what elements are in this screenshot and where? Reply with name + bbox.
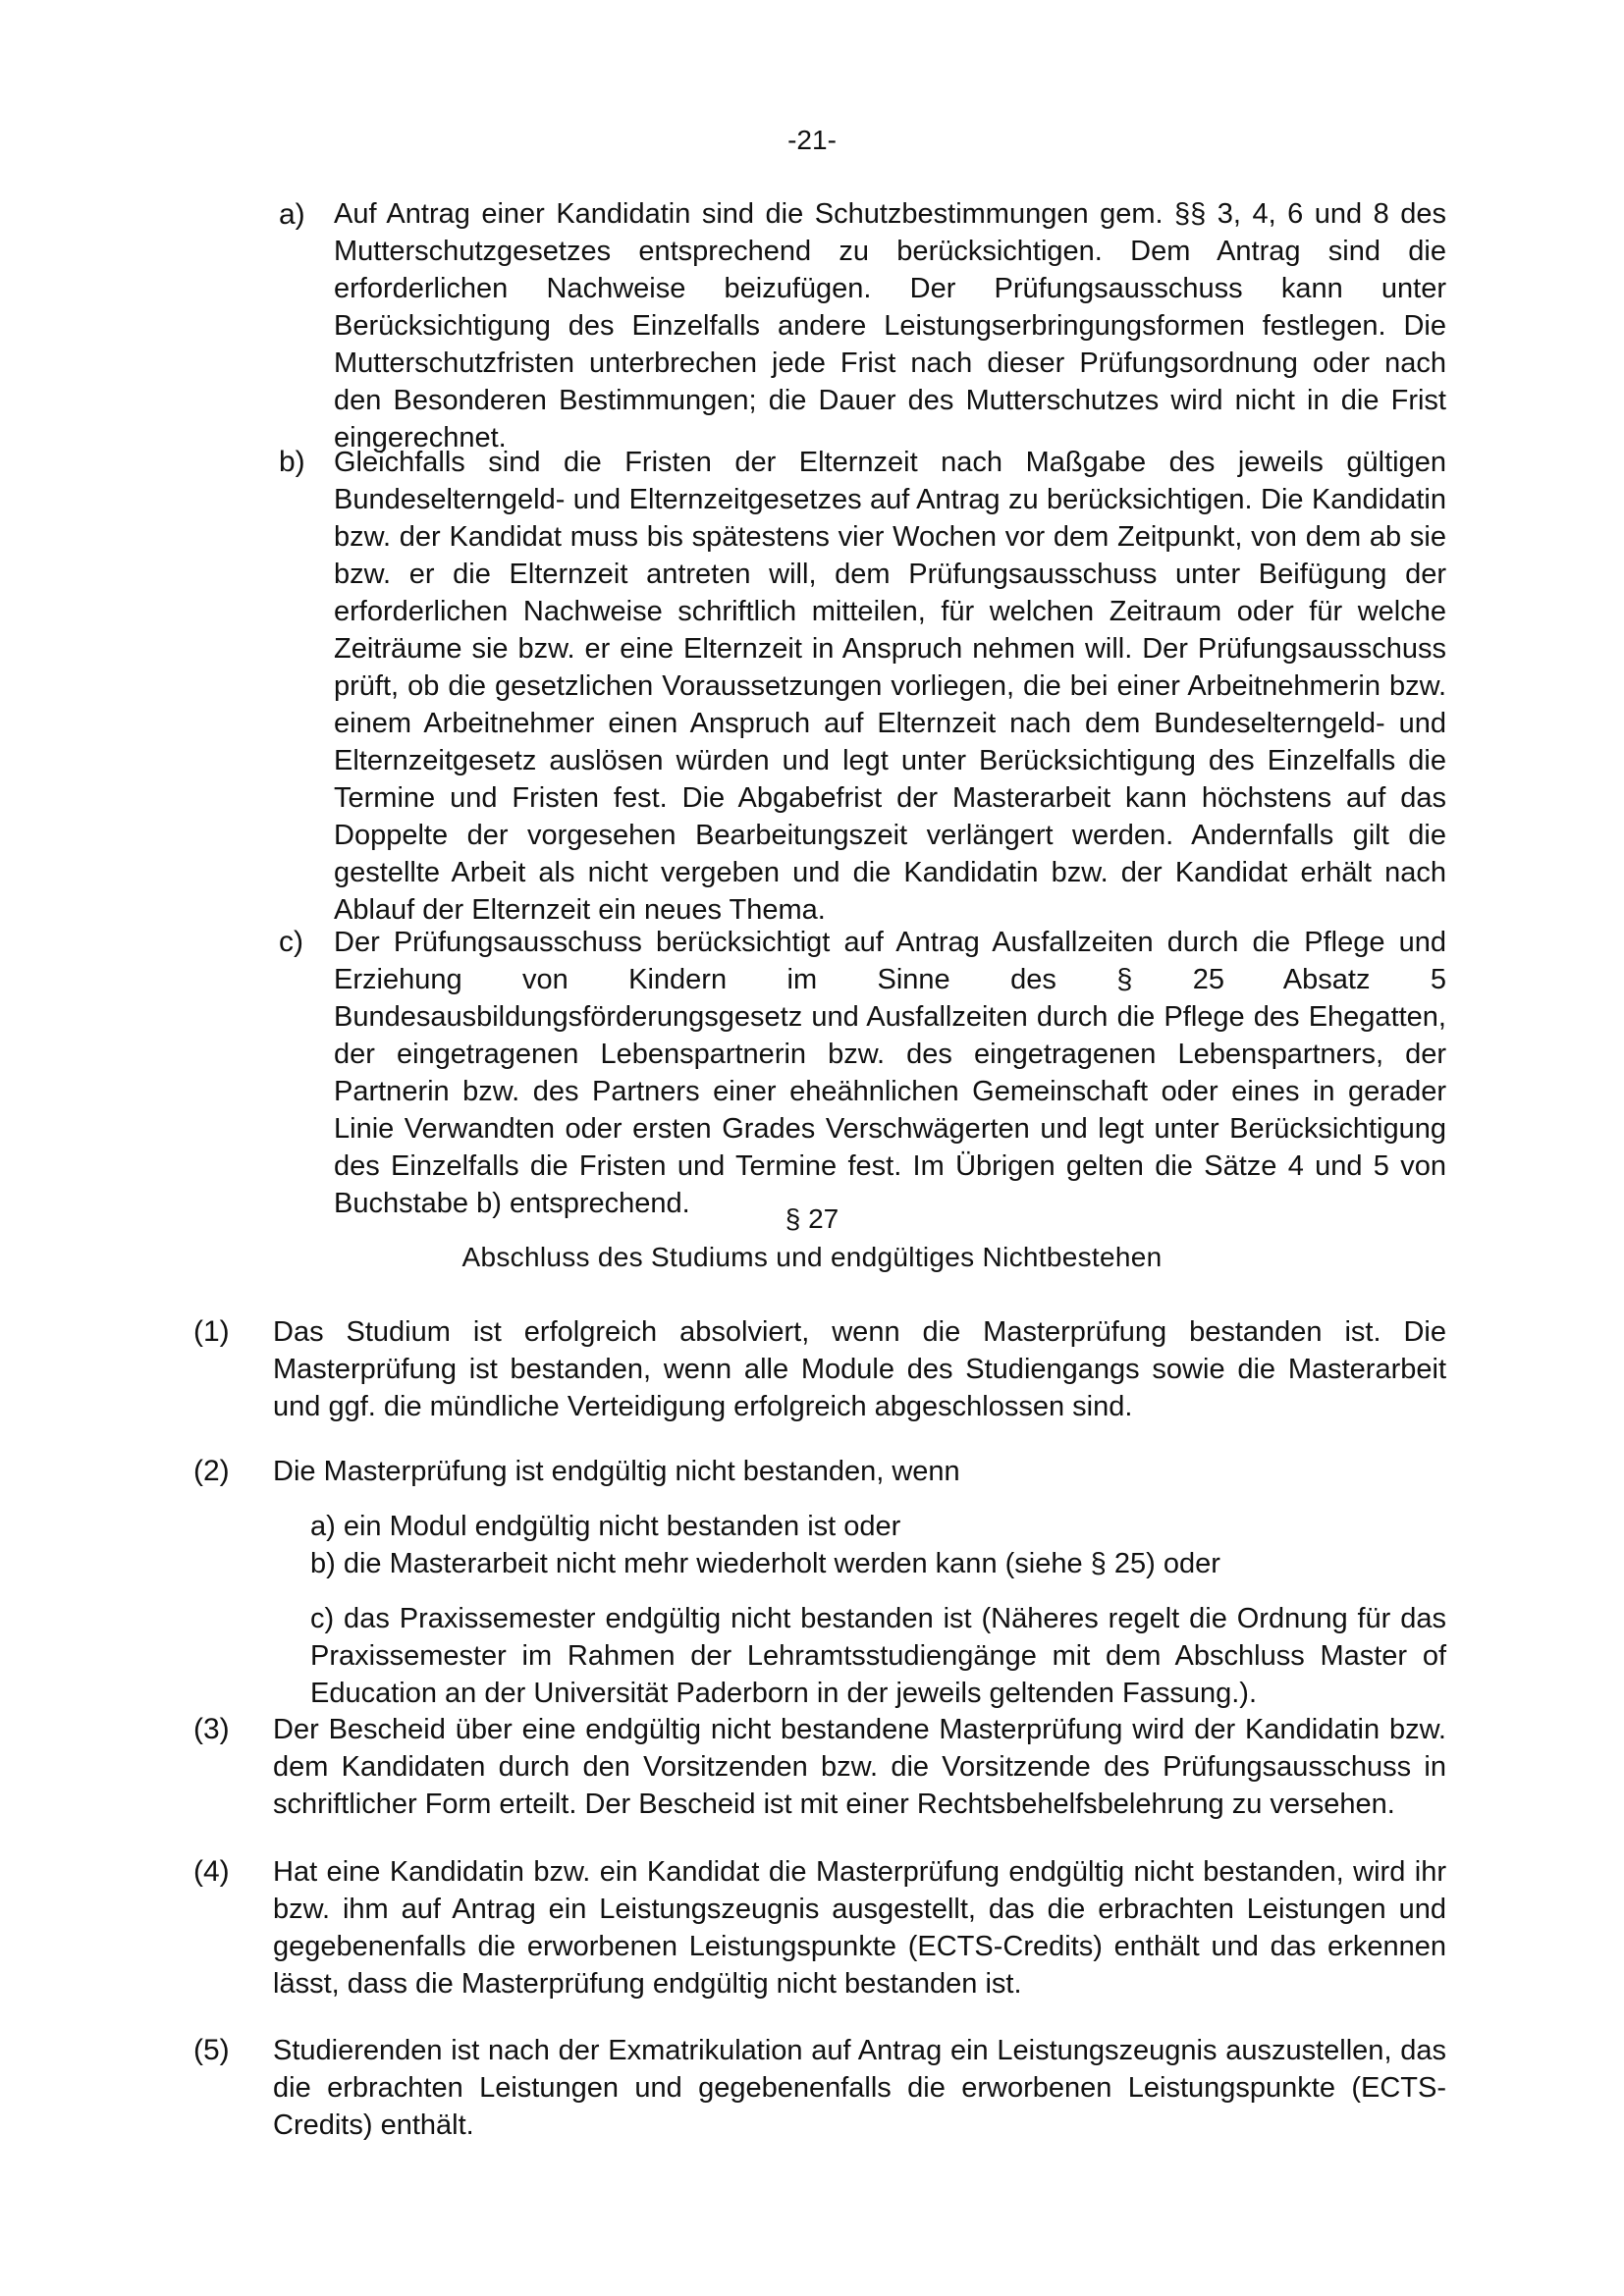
sub-item-c: c) das Praxissemester endgültig nicht bestanden ist (Näheres regelt die Ordnung für das Praxissemester im Rahmen der Lehramtsstudiengänge mit dem Abschluss Master of Education an der Universität Paderborn in der jeweils geltenden Fassung.).: [310, 1603, 1446, 1709]
page-number: -21-: [787, 125, 837, 155]
section-number: § 27: [785, 1203, 839, 1234]
sub-item-a: a) ein Modul endgültig nicht bestanden ist oder: [310, 1511, 901, 1542]
item-b-text: Gleichfalls sind die Fristen der Elternzeit nach Maßgabe des jeweils gültigen Bundeselterngeld- und Elternzeitgesetzes auf Antrag zu berücksichtigen. Die Kandidatin bzw. der Kandidat muss bis spätestens vier Wochen vor dem Zeitpunkt, von dem ab sie bzw. er die Elternzeit antreten will, dem Prüfungsausschuss unter Beifügung der erforderlichen Nachweise schriftlich mitteilen, für welchen Zeitraum oder für welche Zeiträume sie bzw. er eine Elternzeit in Anspruch nehmen will. Der Prüfungsausschuss prüft, ob die gesetzlichen Voraussetzungen vorliegen, die bei einer Arbeitnehmerin bzw. einem Arbeitnehmer einen Anspruch auf Elternzeit nach dem Bundeselterngeld- und Elternzeitgesetz auslösen würden und legt unter Berücksichtigung des Einzelfalls die Termine und Fristen fest. Die Abgabefrist der Masterarbeit kann höchstens auf das Doppelte der vorgesehen Bearbeitungszeit verlängert werden. Andernfalls gilt die gestellte Arbeit als nicht vergeben und die Kandidatin bzw. der Kandidat erhält nach Ablauf der Elternzeit ein neues Thema.: [334, 447, 1446, 926]
section-title: Abschluss des Studiums und endgültiges Nichtbestehen: [461, 1242, 1163, 1272]
paragraph-3-label: (3): [193, 1713, 230, 1745]
paragraph-5-label: (5): [193, 2034, 230, 2066]
paragraph-4-text: Hat eine Kandidatin bzw. ein Kandidat die Masterprüfung endgültig nicht bestanden, wird ihr bzw. ihm auf Antrag ein Leistungszeugnis ausgestellt, das die erbrachten Leistungen und gegebenenfalls die erworbenen Leistungspunkte (ECTS-Credits) enthält und das erkennen lässt, dass die Masterprüfung endgültig nicht bestanden ist.: [273, 1856, 1446, 2000]
item-c-label: c): [279, 926, 303, 958]
paragraph-5-text: Studierenden ist nach der Exmatrikulation auf Antrag ein Leistungszeugnis auszustellen, das die erbrachten Leistungen und gegebenenfalls die erworbenen Leistungspunkte (ECTS-Credits) enthält.: [273, 2035, 1446, 2141]
paragraph-4-label: (4): [193, 1855, 230, 1888]
item-a-text: Auf Antrag einer Kandidatin sind die Schutzbestimmungen gem. §§ 3, 4, 6 und 8 des Mutterschutzgesetzes entsprechend zu berücksichtigen. Dem Antrag sind die erforderlichen Nachweise beizufügen. Der Prüfungsausschuss kann unter Berücksichtigung des Einzelfalls andere Leistungserbringungsformen festlegen. Die Mutterschutzfristen unterbrechen jede Frist nach dieser Prüfungsordnung oder nach den Besonderen Bestimmungen; die Dauer des Mutterschutzes wird nicht in die Frist eingerechnet.: [334, 198, 1446, 454]
item-b-label: b): [279, 446, 305, 478]
paragraph-2-label: (2): [193, 1455, 230, 1487]
sub-item-b: b) die Masterarbeit nicht mehr wiederholt werden kann (siehe § 25) oder: [310, 1548, 1220, 1579]
paragraph-1-text: Das Studium ist erfolgreich absolviert, wenn die Masterprüfung bestanden ist. Die Masterprüfung ist bestanden, wenn alle Module des Studiengangs sowie die Masterarbeit und ggf. die mündliche Verteidigung erfolgreich abgeschlossen sind.: [273, 1316, 1446, 1422]
paragraph-1-label: (1): [193, 1315, 230, 1348]
paragraph-2-text: Die Masterprüfung ist endgültig nicht bestanden, wenn: [273, 1456, 960, 1487]
item-c-text: Der Prüfungsausschuss berücksichtigt auf Antrag Ausfallzeiten durch die Pflege und Erziehung von Kindern im Sinne des § 25 Absatz 5 Bundesausbildungsförderungsgesetz und Ausfallzeiten durch die Pflege des Ehegatten, der eingetragenen Lebenspartnerin bzw. des eingetragenen Lebenspartners, der Partnerin bzw. des Partners einer eheähnlichen Gemeinschaft oder eines in gerader Linie Verwandten oder ersten Grades Verschwägerten und legt unter Berücksichtigung des Einzelfalls die Fristen und Termine fest. Im Übrigen gelten die Sätze 4 und 5 von Buchstabe b) entsprechend.: [334, 927, 1446, 1219]
paragraph-3-text: Der Bescheid über eine endgültig nicht bestandene Masterprüfung wird der Kandidatin bzw. dem Kandidaten durch den Vorsitzenden bzw. die Vorsitzende des Prüfungsausschuss in schriftlicher Form erteilt. Der Bescheid ist mit einer Rechtsbehelfsbelehrung zu versehen.: [273, 1714, 1446, 1820]
item-a-label: a): [279, 198, 305, 231]
